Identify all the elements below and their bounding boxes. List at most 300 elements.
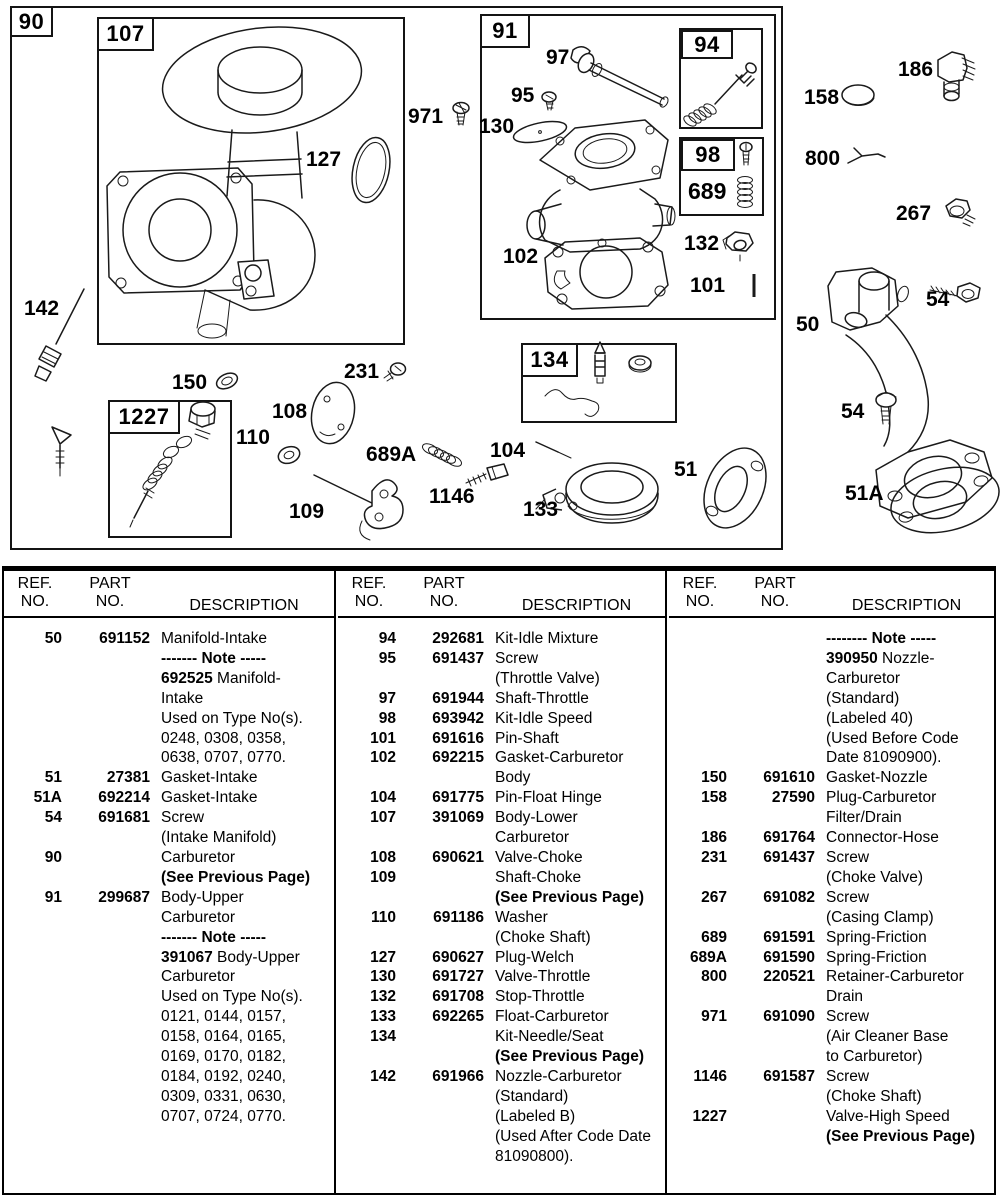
part-no-cell: 691591 — [763, 928, 815, 946]
part-no-cell: 691590 — [763, 948, 815, 966]
ref-no-cell: 689A — [689, 948, 727, 966]
parts-table — [2, 566, 996, 1195]
ref-no-cell: 142 — [370, 1067, 396, 1085]
part-no-cell: 691764 — [763, 829, 815, 847]
callout-132: 132 — [684, 232, 720, 255]
header-ref: REF. NO. — [17, 575, 53, 610]
plug-158-drawing — [842, 85, 874, 106]
parts-column-2 — [338, 571, 665, 1193]
ref-no-cell: 132 — [370, 988, 396, 1006]
description-line: Screw — [826, 1067, 870, 1085]
diagram-label-90 — [10, 6, 53, 37]
screw-95-drawing — [542, 92, 556, 110]
description-cell — [484, 689, 665, 709]
header-ref: REF. NO. — [351, 575, 387, 610]
description-cell — [815, 967, 994, 1007]
part-no-cell: 691152 — [99, 630, 150, 647]
table-row — [669, 848, 994, 888]
table-row — [4, 888, 334, 1127]
diagram-label-134-text: 134 — [530, 347, 569, 372]
callout-267: 267 — [896, 202, 932, 225]
description-line: 0638, 0707, 0770. — [161, 749, 286, 767]
table-row — [669, 768, 994, 788]
description-line: Spring-Friction — [826, 928, 927, 946]
description-cell — [815, 948, 994, 968]
spring-689a-drawing — [421, 442, 463, 469]
diagram-label-1227-text: 1227 — [118, 404, 170, 429]
description-line: (See Previous Page) — [826, 1127, 976, 1145]
header-part: PART NO. — [89, 575, 131, 610]
description-line: Carburetor — [161, 848, 236, 866]
callout-102: 102 — [503, 245, 539, 268]
description-cell — [484, 649, 665, 689]
part-no-cell: 691437 — [763, 848, 815, 866]
description-line: (Labeled 40) — [826, 709, 914, 727]
part-no-cell: 691616 — [432, 729, 484, 747]
description-line: 0707, 0724, 0770. — [161, 1107, 286, 1125]
part-no-cell: 690627 — [432, 948, 484, 966]
diagram-label-134 — [521, 343, 578, 377]
description-line: Kit-Needle/Seat — [495, 1028, 604, 1046]
callout-97: 97 — [546, 46, 570, 69]
description-line: Screw — [495, 649, 539, 667]
table-row — [338, 908, 665, 948]
description-line: Connector-Hose — [826, 829, 939, 847]
callout-54-lower: 54 — [841, 400, 865, 423]
table-row — [338, 689, 665, 709]
table-row — [338, 1027, 665, 1067]
ref-no-cell: 800 — [701, 968, 727, 986]
parts-diagram — [0, 0, 1000, 560]
callout-127: 127 — [306, 148, 342, 171]
description-line: Screw — [161, 809, 205, 827]
callout-689a: 689A — [366, 443, 417, 466]
description-line: Plug-Welch — [495, 948, 574, 966]
description-cell — [815, 928, 994, 948]
description-line: Carburetor — [826, 669, 901, 687]
diagram-label-91 — [480, 14, 530, 48]
needle-float-drawing — [52, 427, 71, 476]
ref-no-cell: 101 — [370, 729, 396, 747]
ref-no-cell: 90 — [44, 848, 62, 866]
table-row — [338, 729, 665, 749]
description-line: Pin-Shaft — [495, 729, 559, 747]
ref-no-cell: 133 — [370, 1008, 396, 1026]
header-ref: REF. NO. — [682, 575, 718, 610]
description-line: 0184, 0192, 0240, — [161, 1067, 286, 1085]
part-no-cell: 691708 — [432, 988, 484, 1006]
part-no-cell: 692215 — [432, 749, 484, 767]
callout-800: 800 — [805, 147, 841, 170]
part-no-cell: 692265 — [432, 1008, 484, 1026]
table-row — [669, 948, 994, 968]
table-row — [669, 788, 994, 828]
description-cell — [815, 629, 994, 768]
stop-132-drawing — [723, 232, 753, 261]
description-cell — [815, 1007, 994, 1067]
parts-column-3 — [669, 571, 994, 1193]
table-row — [669, 1107, 994, 1147]
ref-no-cell: 127 — [370, 948, 396, 966]
part-no-cell: 391069 — [432, 809, 484, 827]
description-line: Float-Carburetor — [495, 1008, 609, 1026]
screw-267-drawing — [946, 199, 975, 226]
table-row — [338, 709, 665, 729]
diagram-label-98 — [681, 139, 735, 171]
callout-110: 110 — [236, 426, 270, 449]
callout-186: 186 — [898, 58, 934, 81]
table-row — [4, 788, 334, 808]
header-description: DESCRIPTION — [189, 597, 299, 614]
ref-no-cell: 54 — [44, 809, 62, 827]
diagram-label-91-text: 91 — [492, 18, 518, 43]
ref-no-cell: 107 — [370, 809, 396, 827]
column-divider — [334, 571, 336, 1193]
ref-no-cell: 51 — [44, 769, 62, 787]
table-row — [4, 808, 334, 848]
callout-109: 109 — [289, 500, 325, 523]
ref-no-cell: 130 — [370, 968, 396, 986]
description-line: Valve-Choke — [495, 848, 583, 866]
table-row — [338, 1007, 665, 1027]
table-row — [669, 828, 994, 848]
header-part: PART NO. — [423, 575, 465, 610]
ref-no-cell: 134 — [370, 1028, 396, 1046]
description-cell — [484, 1067, 665, 1167]
ref-no-cell: 267 — [701, 888, 727, 906]
description-line: Manifold-Intake — [161, 630, 267, 647]
description-line: (Labeled B) — [495, 1107, 576, 1125]
header-part: PART NO. — [754, 575, 796, 610]
description-line: (Air Cleaner Base — [826, 1028, 949, 1046]
screw-971-drawing — [453, 103, 469, 126]
description-cell — [815, 788, 994, 828]
description-line: 0248, 0308, 0358, — [161, 729, 286, 747]
description-cell — [484, 948, 665, 968]
diagram-label-98-text: 98 — [695, 142, 721, 167]
header-description: DESCRIPTION — [851, 597, 962, 614]
table-row — [338, 808, 665, 848]
table-row — [669, 1007, 994, 1067]
description-line: Stop-Throttle — [495, 988, 585, 1006]
callout-971: 971 — [408, 105, 444, 128]
ref-no-cell: 104 — [370, 789, 396, 807]
description-cell — [815, 848, 994, 888]
diagram-label-107 — [97, 17, 154, 51]
description-line: (Used Before Code — [826, 729, 959, 747]
description-line: Body-Upper — [161, 888, 244, 906]
header-description: DESCRIPTION — [521, 597, 632, 614]
description-line: (See Previous Page) — [161, 868, 311, 886]
description-cell — [484, 967, 665, 987]
description-line: Gasket-Intake — [161, 789, 258, 807]
description-line: 390950 Nozzle- — [826, 649, 935, 667]
callout-51a: 51A — [845, 482, 884, 505]
description-cell — [150, 808, 334, 848]
part-no-cell: 690621 — [432, 848, 484, 866]
part-no-cell: 691082 — [763, 888, 815, 906]
gasket-51-drawing — [692, 438, 778, 538]
table-row — [669, 967, 994, 1007]
ref-no-cell: 102 — [370, 749, 396, 767]
description-cell — [484, 908, 665, 948]
part-no-cell: 691186 — [433, 908, 484, 926]
part-no-cell: 691610 — [763, 769, 815, 787]
part-no-cell: 220521 — [763, 968, 815, 986]
ref-no-cell: 689 — [701, 928, 727, 946]
description-line: (See Previous Page) — [495, 888, 645, 906]
description-cell — [150, 888, 334, 1127]
table-row — [4, 848, 334, 888]
gasket-150-drawing — [214, 370, 240, 392]
description-line: 692525 Manifold- — [161, 669, 281, 687]
description-cell — [815, 768, 994, 788]
description-line: ------- Note ----- — [161, 928, 266, 946]
description-line: 0121, 0144, 0157, — [161, 1008, 286, 1026]
callout-133: 133 — [523, 498, 559, 521]
description-line: (Choke Shaft) — [495, 928, 591, 946]
table-row — [338, 788, 665, 808]
connector-186-drawing — [938, 52, 975, 101]
description-line: Screw — [826, 1008, 870, 1026]
description-line: Spring-Friction — [826, 948, 927, 966]
part-no-cell: 691681 — [98, 809, 150, 827]
retainer-800-drawing — [848, 148, 885, 163]
ref-no-cell: 110 — [370, 908, 396, 926]
description-line: Gasket-Intake — [161, 769, 258, 787]
description-line: (Choke Shaft) — [826, 1087, 922, 1105]
part-no-cell: 691966 — [432, 1067, 484, 1085]
ref-no-cell: 1227 — [692, 1107, 727, 1125]
table-row — [669, 928, 994, 948]
kit-94-drawing — [682, 61, 758, 128]
ref-no-cell: 50 — [44, 630, 62, 647]
description-line: Filter/Drain — [826, 809, 902, 827]
part-no-cell: 691727 — [432, 968, 484, 986]
description-line: Drain — [826, 988, 864, 1006]
callout-95: 95 — [511, 84, 535, 107]
description-line: Carburetor — [161, 908, 236, 926]
description-line: Shaft-Throttle — [495, 689, 589, 707]
screw-98-drawing — [740, 143, 752, 166]
callout-231: 231 — [344, 360, 380, 383]
description-line: 391067 Body-Upper — [161, 948, 300, 966]
column-divider — [665, 571, 667, 1193]
table-row — [338, 967, 665, 987]
part-no-cell: 299687 — [98, 888, 150, 906]
description-cell — [150, 768, 334, 788]
table-row — [338, 987, 665, 1007]
description-line: Pin-Float Hinge — [495, 789, 602, 807]
description-cell — [484, 808, 665, 848]
part-91-upper-body-drawing — [527, 120, 675, 252]
diagram-label-1227 — [108, 400, 180, 434]
table-row — [338, 748, 665, 788]
description-cell — [150, 788, 334, 808]
description-line: Kit-Idle Speed — [495, 709, 593, 727]
description-line: Gasket-Carburetor — [495, 749, 624, 767]
diagram-label-107-text: 107 — [106, 21, 145, 46]
part-no-cell: 692214 — [98, 789, 150, 807]
description-line: Screw — [826, 848, 870, 866]
part-no-cell: 691587 — [763, 1067, 815, 1085]
diagram-label-689: 689 — [688, 178, 727, 204]
part-no-cell: 292681 — [432, 630, 484, 647]
table-header — [4, 571, 334, 618]
description-cell — [484, 729, 665, 749]
description-line: Nozzle-Carburetor — [495, 1067, 622, 1085]
spring-689-drawing — [738, 177, 753, 208]
ref-no-cell: 150 — [701, 769, 727, 787]
table-row — [4, 768, 334, 788]
part-107-lower-body-drawing — [107, 16, 368, 338]
description-cell — [484, 1007, 665, 1027]
table-row — [338, 868, 665, 908]
valve-108-drawing — [306, 378, 360, 447]
description-cell — [484, 709, 665, 729]
table-row — [4, 629, 334, 768]
description-line: Carburetor — [495, 829, 570, 847]
part-no-cell: 691944 — [432, 689, 484, 707]
ref-no-cell: 94 — [378, 630, 396, 647]
table-row — [338, 649, 665, 689]
description-line: Gasket-Nozzle — [826, 769, 928, 787]
table-row — [338, 948, 665, 968]
callout-50: 50 — [796, 313, 820, 336]
description-line: ------- Note ----- — [161, 649, 266, 667]
ref-no-cell: 51A — [33, 789, 62, 807]
description-line: Date 81090900). — [826, 749, 942, 767]
description-line: (Standard) — [495, 1087, 569, 1105]
washer-110-drawing — [276, 444, 302, 467]
description-cell — [484, 987, 665, 1007]
description-line: Used on Type No(s). — [161, 988, 303, 1006]
rows-column-3 — [669, 618, 994, 1147]
description-line: 81090800). — [495, 1147, 574, 1165]
description-line: (Intake Manifold) — [161, 829, 277, 847]
callout-142: 142 — [24, 297, 60, 320]
description-line: (Throttle Valve) — [495, 669, 600, 687]
description-cell — [484, 788, 665, 808]
table-row — [669, 1067, 994, 1107]
description-line: to Carburetor) — [826, 1048, 923, 1066]
ref-no-cell: 158 — [701, 789, 727, 807]
description-line: (Choke Valve) — [826, 868, 924, 886]
callout-104: 104 — [490, 439, 526, 462]
callout-108: 108 — [272, 400, 308, 423]
description-cell — [815, 828, 994, 848]
description-cell — [484, 748, 665, 788]
callout-150: 150 — [172, 371, 208, 394]
description-line: Shaft-Choke — [495, 868, 582, 886]
callout-101: 101 — [690, 274, 726, 297]
rows-column-2 — [338, 618, 665, 1166]
part-no-cell: 27590 — [771, 789, 815, 807]
ref-no-cell: 971 — [701, 1008, 727, 1026]
description-line: Intake — [161, 689, 204, 707]
parts-column-1 — [4, 571, 334, 1193]
description-cell — [484, 629, 665, 649]
table-row — [338, 1067, 665, 1167]
diagram-label-94-text: 94 — [694, 31, 720, 57]
description-line: Screw — [826, 888, 870, 906]
gasket-51a-drawing — [884, 457, 1000, 542]
description-line: Carburetor — [161, 968, 236, 986]
shaft-109-drawing — [314, 475, 403, 540]
description-line: Body-Lower — [495, 809, 578, 827]
callout-130: 130 — [479, 115, 515, 138]
description-cell — [484, 848, 665, 868]
description-line: Washer — [495, 908, 548, 926]
description-cell — [150, 629, 334, 768]
description-line: 0158, 0164, 0165, — [161, 1028, 286, 1046]
description-cell — [815, 888, 994, 928]
description-line: Plug-Carburetor — [826, 789, 937, 807]
screw-231-drawing — [384, 363, 406, 381]
description-cell — [815, 1107, 994, 1147]
diagram-label-90-text: 90 — [18, 8, 45, 34]
description-line: Valve-Throttle — [495, 968, 591, 986]
ref-no-cell: 1146 — [693, 1067, 727, 1085]
ref-no-cell: 95 — [378, 649, 396, 667]
description-line: (Standard) — [826, 689, 900, 707]
ref-no-cell: 97 — [378, 689, 396, 707]
description-line: Body — [495, 769, 531, 787]
description-line: -------- Note ----- — [826, 630, 937, 647]
pin-104-drawing — [536, 442, 571, 458]
table-row — [338, 629, 665, 649]
part-no-cell: 691090 — [763, 1008, 815, 1026]
description-cell — [484, 1027, 665, 1067]
part-no-cell: 691437 — [432, 649, 484, 667]
callout-1146: 1146 — [429, 485, 475, 508]
ref-no-cell: 109 — [370, 868, 396, 886]
part-no-cell: 691775 — [432, 789, 484, 807]
ref-no-cell: 231 — [701, 848, 727, 866]
part-no-cell: 693942 — [432, 709, 484, 727]
callout-51: 51 — [674, 458, 698, 481]
shaft-97-drawing — [571, 47, 670, 109]
description-line: (Used After Code Date — [495, 1127, 651, 1145]
table-row — [669, 629, 994, 768]
part-no-cell: 27381 — [106, 769, 150, 787]
description-line: (Casing Clamp) — [826, 908, 934, 926]
part-127-welch-plug-drawing — [347, 134, 396, 206]
screw-1146-drawing — [466, 464, 508, 486]
description-line: 0169, 0170, 0182, — [161, 1048, 286, 1066]
ref-no-cell: 108 — [370, 848, 396, 866]
table-row — [669, 888, 994, 928]
screw-54-lower-drawing — [876, 392, 896, 424]
rows-column-1 — [4, 618, 334, 1127]
description-line: Valve-High Speed — [826, 1107, 950, 1125]
description-line: Used on Type No(s). — [161, 709, 303, 727]
description-line: Retainer-Carburetor — [826, 968, 964, 986]
diagram-art — [0, 0, 1000, 560]
ref-no-cell: 186 — [701, 829, 727, 847]
callout-54-upper: 54 — [926, 288, 950, 311]
description-cell — [484, 868, 665, 908]
table-header — [669, 571, 994, 618]
description-line: Kit-Idle Mixture — [495, 630, 599, 647]
description-line: 0309, 0331, 0630, — [161, 1087, 286, 1105]
ref-no-cell: 98 — [378, 709, 396, 727]
description-cell — [150, 848, 334, 888]
description-line: (See Previous Page) — [495, 1048, 645, 1066]
ref-no-cell: 91 — [44, 888, 62, 906]
diagram-label-94 — [681, 30, 733, 59]
description-cell — [815, 1067, 994, 1107]
